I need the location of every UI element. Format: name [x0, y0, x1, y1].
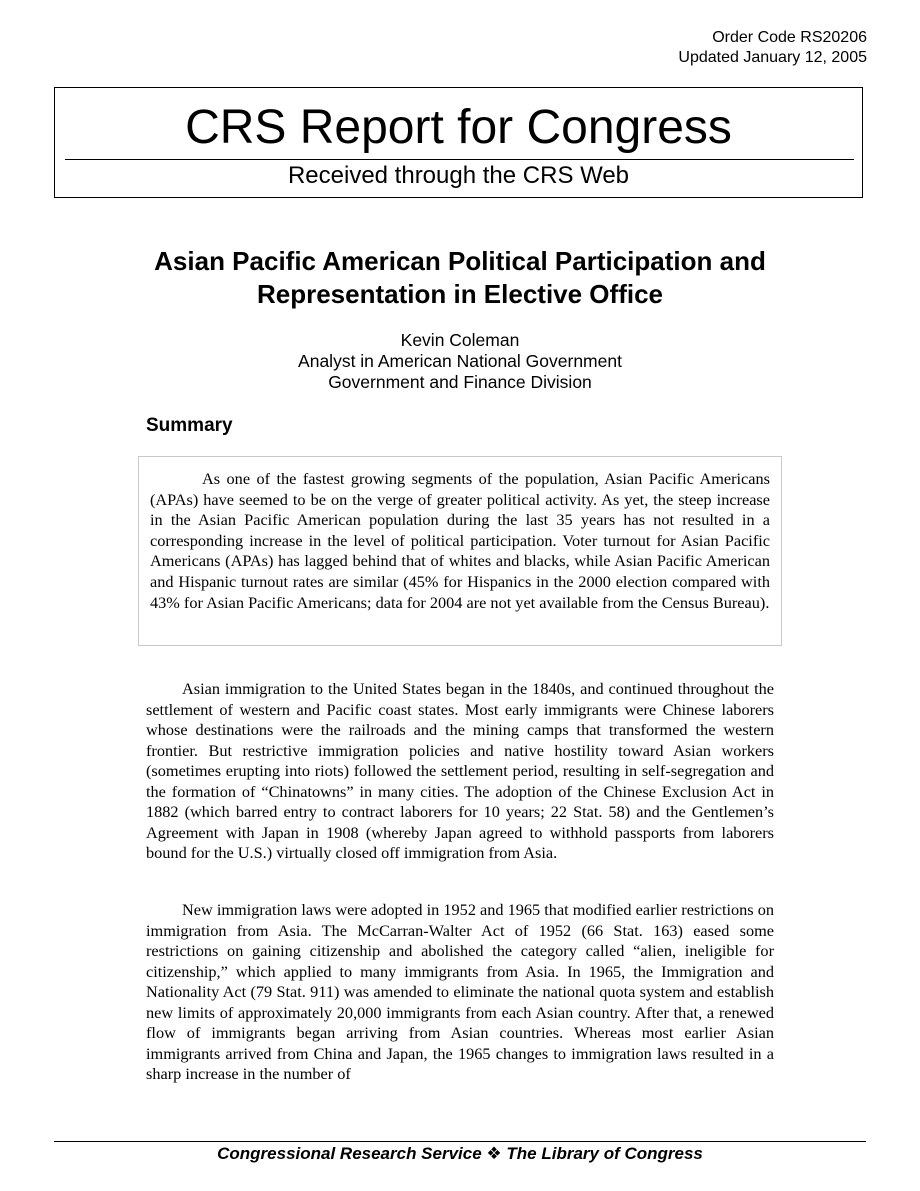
updated-date: Updated January 12, 2005: [678, 49, 867, 66]
masthead: [54, 87, 863, 198]
footer-divider: [54, 1141, 866, 1142]
summary-box: [138, 456, 782, 646]
author-name: Kevin Coleman: [400, 330, 520, 350]
summary-heading: Summary: [146, 415, 233, 436]
summary-text: As one of the fastest growing segments of the population, Asian Pacific Americans (APAs) have seemed to be on the verge of greater political activity. As yet, the steep increase in the Asian Pacific American population during the last 35 years has not resulted in a corresponding increase in the level of political participation. Voter turnout for Asian Pacific Americans (APAs) has lagged behind that of whites and blacks, while Asian Pacific American and Hispanic turnout rates are similar (45% for Hispanics in the 2000 election compared with 43% for Asian Pacific Americans; data for 2004 are not yet available from the Census Bureau).: [150, 469, 770, 612]
diamond-separator-icon: ❖: [486, 1144, 502, 1163]
order-code: Order Code RS20206: [712, 29, 867, 46]
masthead-subtitle: Received through the CRS Web: [287, 162, 630, 189]
masthead-title: CRS Report for Congress: [185, 101, 732, 154]
footer-loc: The Library of Congress: [506, 1144, 703, 1163]
body-paragraph-2: New immigration laws were adopted in 1952 and 1965 that modified earlier restrictions on immigration from Asia. The McCarran-Walter Act of 1952 (66 Stat. 163) eased some restrictions on gaining citizenship and abolished the category called “alien, ineligible for citizenship,” which applied to many immigrants from Asia. In 1965, the Immigration and Nationality Act (79 Stat. 911) was amended to eliminate the national quota system and establish new limits of approximately 20,000 immigrants from each Asian country. After that, a renewed flow of immigrants began arriving from Asian countries. Whereas most earlier Asian immigrants arrived from China and Japan, the 1965 changes to immigration laws resulted in a sharp increase in the number of: [146, 900, 774, 1083]
document-title: Asian Pacific American Political Participation and Representation in Elective Office: [154, 246, 766, 309]
footer: [0, 1143, 920, 1165]
author-title: Analyst in American National Government: [298, 351, 622, 371]
masthead-divider: [65, 159, 854, 160]
body-paragraph-1: Asian immigration to the United States began in the 1840s, and continued throughout the settlement of western and Pacific coast states. Most early immigrants were Chinese laborers whose destinations were the railroads and the mining camps that transformed the western frontier. But restrictive immigration policies and native hostility toward Asian workers (sometimes erupting into riots) followed the settlement period, resulting in self-segregation and the formation of “Chinatowns” in many cities. The adoption of the Chinese Exclusion Act in 1882 (which barred entry to contract laborers for 10 years; 22 Stat. 58) and the Gentlemen’s Agreement with Japan in 1908 (whereby Japan agreed to withhold passports from laborers bound for the U.S.) virtually closed off immigration from Asia.: [146, 679, 774, 862]
footer-crs: Congressional Research Service: [217, 1144, 482, 1163]
author-division: Government and Finance Division: [328, 372, 592, 392]
order-code-block: [678, 28, 867, 68]
author-block: [150, 330, 770, 393]
